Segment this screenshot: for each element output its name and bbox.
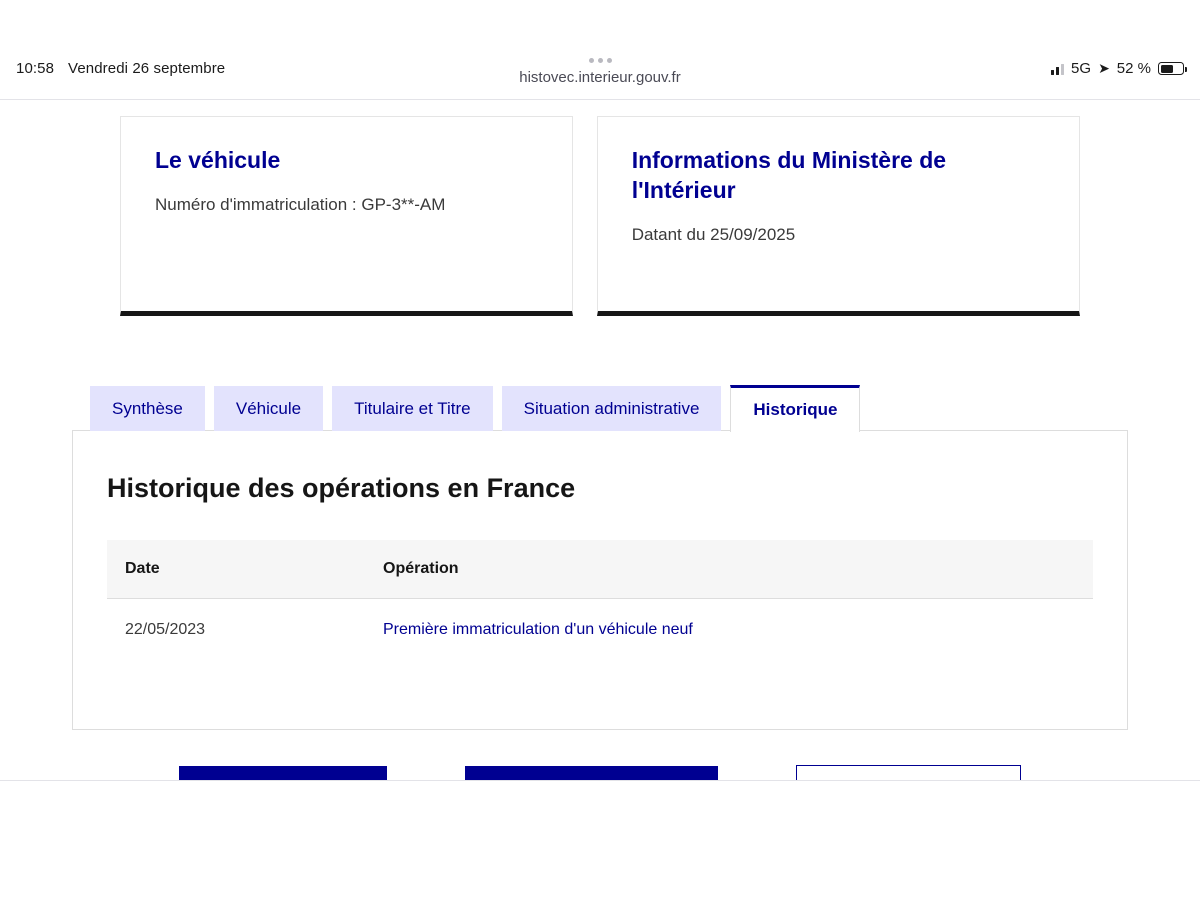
browser-address-area[interactable] xyxy=(0,58,1200,86)
tab-group-dots-icon[interactable] xyxy=(0,58,1200,63)
cell-operation: Première immatriculation d'un véhicule neuf xyxy=(383,621,693,638)
table-body xyxy=(107,599,1093,662)
cell-date: 22/05/2023 xyxy=(125,621,206,638)
column-header-operation: Opération xyxy=(365,540,1093,599)
tab-historique[interactable]: Historique xyxy=(730,385,860,432)
panel-heading: Historique des opérations en France xyxy=(107,473,576,503)
ministry-info-card xyxy=(597,116,1080,316)
historique-panel xyxy=(72,430,1128,730)
table-head xyxy=(107,540,1093,599)
bottom-strip xyxy=(0,780,1200,840)
ios-status-bar xyxy=(0,0,1200,100)
operations-table xyxy=(107,540,1093,661)
network-label: 5G xyxy=(1071,60,1092,77)
table-row xyxy=(107,599,1093,662)
tab-synthese[interactable]: Synthèse xyxy=(90,386,205,431)
battery-icon xyxy=(1158,62,1184,75)
clock-time: 10:58 xyxy=(16,60,55,77)
vehicle-card xyxy=(120,116,573,316)
cellular-signal-icon xyxy=(1051,63,1064,75)
ministry-card-date: Datant du 25/09/2025 xyxy=(631,225,796,244)
url-text[interactable]: histovec.interieur.gouv.fr xyxy=(519,69,681,86)
column-header-date: Date xyxy=(107,540,365,599)
tab-vehicule[interactable]: Véhicule xyxy=(214,386,323,431)
tab-situation-administrative[interactable]: Situation administrative xyxy=(502,386,722,431)
tab-bar xyxy=(0,384,1200,431)
clock-date: Vendredi 26 septembre xyxy=(68,60,226,77)
page-content xyxy=(0,100,1200,840)
status-right xyxy=(1051,60,1184,77)
location-arrow-icon: ➤ xyxy=(1098,60,1110,76)
table-header-row xyxy=(107,540,1093,599)
vehicle-card-title: Le véhicule xyxy=(155,147,281,173)
battery-percent-label: 52 % xyxy=(1116,60,1151,77)
tab-titulaire-et-titre[interactable]: Titulaire et Titre xyxy=(332,386,493,431)
summary-cards xyxy=(0,100,1200,316)
vehicle-registration-text: Numéro d'immatriculation : GP-3**-AM xyxy=(155,195,446,214)
ministry-card-title: Informations du Ministère de l'Intérieur xyxy=(631,147,947,203)
